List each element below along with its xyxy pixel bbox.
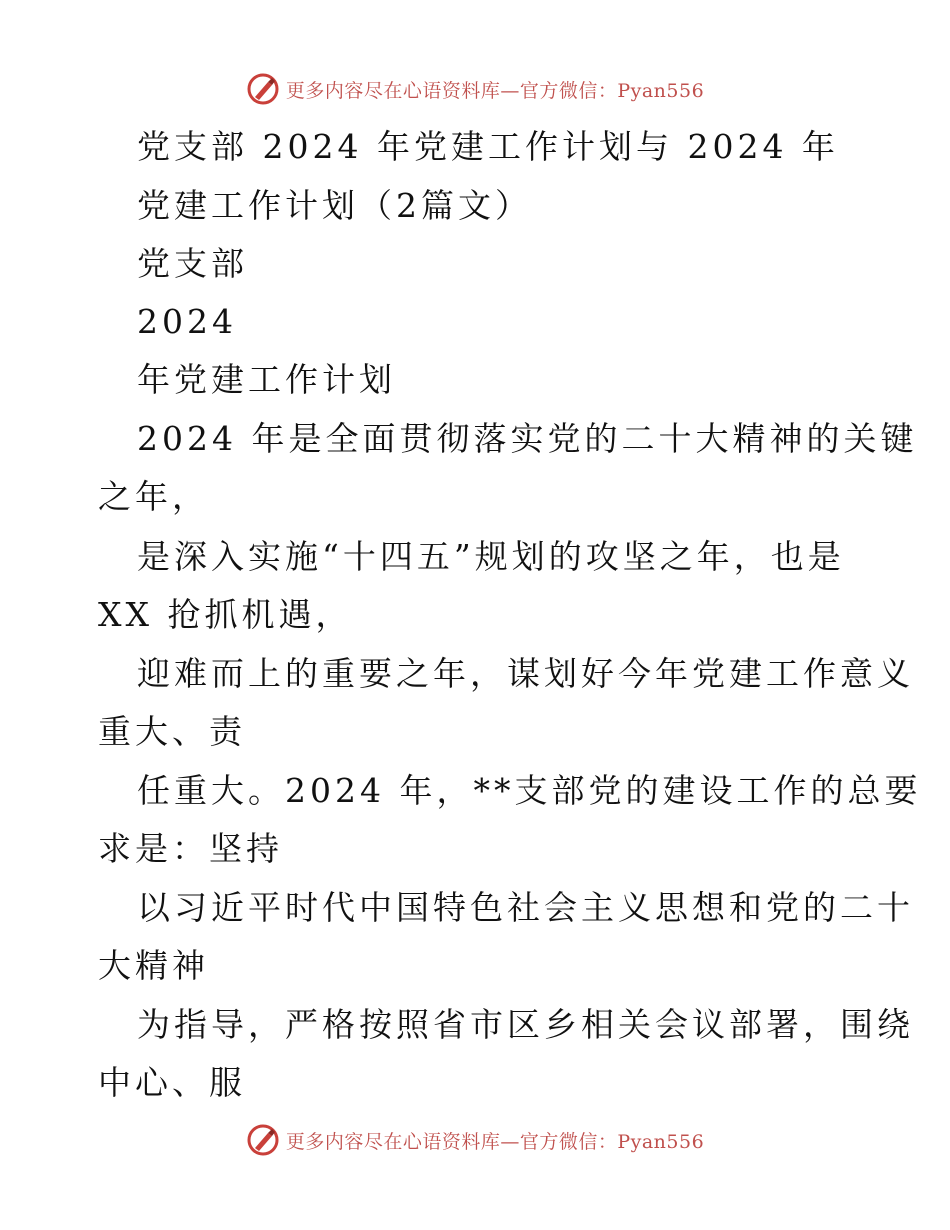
paragraph-line: 迎难而上的重要之年，谋划好今年党建工作意义 [137,654,914,693]
paragraph-line: 2024 年是全面贯彻落实党的二十大精神的关键 [137,419,918,458]
paragraph-line: 之年， [98,477,209,516]
title-line-2: 党建工作计划（2篇文） [137,186,532,225]
heading-line-3: 年党建工作计划 [137,360,396,399]
heading-line-1: 党支部 [137,244,248,283]
watermark-text: 更多内容尽在心语资料库—官方微信：Pyan556 [285,1130,705,1153]
title-line-1: 党支部 2024 年党建工作计划与 2024 年 [137,127,839,166]
paragraph-line: 是深入实施“十四五”规划的攻坚之年，也是 [137,537,845,576]
paragraph-line: XX 抢抓机遇， [98,595,353,634]
paragraph-line: 求是：坚持 [98,829,283,868]
header-watermark [0,72,950,106]
pen-logo-icon [246,1123,280,1157]
paragraph-line: 中心、服 [98,1063,246,1102]
paragraph-line: 为指导，严格按照省市区乡相关会议部署，围绕 [137,1005,914,1044]
watermark-text: 更多内容尽在心语资料库—官方微信：Pyan556 [285,79,705,102]
pen-logo-icon [246,72,280,106]
paragraph-line: 重大、责 [98,712,246,751]
footer-watermark [0,1123,950,1157]
heading-line-2: 2024 [137,302,237,341]
paragraph-line: 任重大。2024 年，**支部党的建设工作的总要 [137,771,922,810]
paragraph-line: 以习近平时代中国特色社会主义思想和党的二十 [137,888,914,927]
paragraph-line: 大精神 [98,946,209,985]
